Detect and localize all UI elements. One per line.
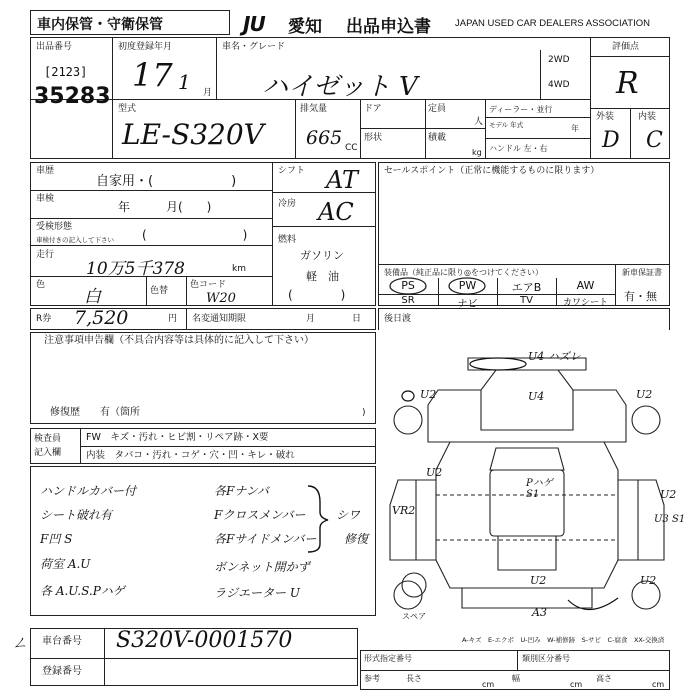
- mark-u3-s1: U3 S1: [654, 514, 686, 525]
- displacement-label: 排気量: [300, 104, 328, 114]
- brace-mark: [300, 484, 340, 554]
- load-label: 積載: [428, 133, 447, 143]
- equip-ps: PS: [401, 279, 415, 292]
- mark-u2-f: U2: [640, 574, 657, 587]
- inspector-label: 検査員: [34, 434, 62, 444]
- model-name-label: 車名・グレード: [222, 42, 286, 52]
- after-block: [378, 308, 670, 330]
- tax-label: 名変通知期限: [192, 314, 247, 324]
- int-line: 内装 タバコ・汚れ・コゲ・穴・凹・キレ・破れ: [86, 450, 295, 461]
- cc-unit: CC: [345, 143, 358, 153]
- kg-unit: kg: [472, 148, 482, 157]
- lot-label: 出品番号: [36, 42, 73, 52]
- cm-unit-3: cm: [652, 680, 665, 689]
- entry-label: 記入欄: [34, 448, 62, 458]
- first-reg-year: 17: [132, 56, 173, 94]
- drive-2wd: 2WD: [548, 55, 570, 65]
- equipment-label: 装備品（純正品に限り◎をつけてください）: [384, 268, 543, 277]
- hand-note-r1: 各Fナンバ: [214, 484, 269, 498]
- grade-value: R: [616, 66, 639, 101]
- type-label: 型式: [118, 104, 137, 114]
- damage-legend: A-キズ E-エクボ U-凹み W-補修跡 S-サビ C-腐食 XX-交換済: [462, 636, 665, 644]
- ref-label: 参考: [364, 674, 380, 683]
- color-change-label: 色替: [150, 286, 169, 296]
- mileage-label: 走行: [36, 250, 55, 260]
- reg-label: 登録番号: [42, 666, 82, 677]
- month-unit: 月: [203, 88, 213, 98]
- form-cert-label: 形式指定番号: [364, 654, 412, 663]
- capacity-label: 定員: [428, 104, 447, 114]
- storage-label-box: [30, 10, 230, 35]
- ju-logo: JU: [243, 12, 265, 36]
- history-label: 車歴: [36, 166, 55, 176]
- hand-note-r3: 各Fサイドメンバー: [214, 532, 317, 546]
- equip-leather: カワシート: [562, 298, 608, 308]
- equip-pw: PW: [458, 279, 477, 292]
- spare-label: スペア: [402, 612, 426, 621]
- type-value: LE-S320V: [122, 118, 264, 151]
- after-label: 後日渡: [384, 314, 412, 324]
- mark-u2-e: U2: [530, 574, 547, 587]
- hand-note-1: ハンドルカバー付: [40, 484, 137, 498]
- accept-note: 車検付きの記入して下さい: [36, 236, 114, 244]
- chassis-value: S320V-0001570: [116, 628, 293, 653]
- hand-note-r4: ボンネット開かず: [214, 560, 310, 574]
- brace-note-1: シワ: [336, 508, 361, 522]
- shift-label: シフト: [278, 166, 306, 176]
- grade-label: 評価点: [612, 42, 640, 52]
- year-unit: 年: [571, 124, 579, 133]
- warranty-label: 新車保証書: [622, 268, 662, 277]
- hand-note-2: シート破れ有: [40, 508, 113, 522]
- mark-u4: U4: [528, 390, 545, 403]
- form-title: 出品申込書: [346, 17, 431, 37]
- recycle-unit: 円: [168, 314, 178, 324]
- fuel-other: ( ): [288, 288, 346, 302]
- warranty-value: 有・無: [624, 290, 657, 303]
- cm-unit-2: cm: [570, 680, 583, 689]
- length-label: 長さ: [406, 674, 422, 683]
- accept-value: ( ): [142, 228, 248, 242]
- mark-a3: A3: [532, 606, 547, 619]
- hand-note-3: F凹 S: [40, 532, 73, 546]
- equip-sr: SR: [401, 295, 415, 306]
- equip-tv: TV: [520, 295, 533, 306]
- history-value: 自家用・( ): [96, 174, 237, 189]
- lot-number: 35283: [34, 84, 111, 109]
- mark-u2-d: U2: [660, 488, 677, 501]
- mileage-value: 10万5千378: [86, 259, 185, 279]
- mark-u2-b: U2: [636, 388, 653, 401]
- mark-vr2: VR2: [392, 504, 416, 517]
- equip-airbag: エアB: [511, 281, 542, 294]
- fuel-label: 燃料: [278, 235, 297, 245]
- km-unit: km: [232, 264, 246, 274]
- shift-value: AT: [326, 166, 359, 194]
- org-name: 愛知: [288, 17, 322, 37]
- hand-note-5: 各 A.U.S.Pハゲ: [40, 584, 125, 598]
- brace-note-2: 修復: [344, 532, 369, 546]
- equip-aw: AW: [576, 279, 595, 292]
- inspection-label: 車検: [36, 194, 55, 204]
- color-value: 白: [84, 287, 101, 307]
- model-year-label: モデル 年式: [489, 121, 524, 129]
- mark-u2-c: U2: [426, 466, 443, 479]
- tax-day: 日: [352, 314, 362, 324]
- recycle-value: 7,520: [74, 307, 129, 329]
- color-label: 色: [36, 280, 46, 290]
- person-unit: 人: [474, 117, 484, 127]
- hand-note-r2: Fクロスメンバー: [214, 508, 306, 522]
- door-label: ドア: [364, 104, 382, 114]
- shape-label: 形状: [364, 133, 383, 143]
- color-code-value: W20: [206, 291, 236, 306]
- first-reg-month: 1: [178, 70, 191, 94]
- margin-mark: ㄥ: [12, 633, 29, 652]
- repair-close: ): [362, 408, 366, 418]
- ac-value: AC: [318, 198, 354, 226]
- fuel-diesel: 軽 油: [306, 270, 339, 283]
- dealer-label: ディーラー・並行: [489, 105, 553, 114]
- spare-wheel-icon: [402, 573, 426, 597]
- interior-value: C: [646, 128, 663, 153]
- tax-month: 月: [306, 314, 316, 324]
- repair-label: 修復歴 有（箇所: [50, 407, 140, 418]
- inspection-value: 年 月( ): [118, 200, 212, 214]
- recycle-label: R券: [36, 314, 52, 324]
- association-name: JAPAN USED CAR DEALERS ASSOCIATION: [455, 18, 650, 29]
- equip-navi: ナビ: [457, 299, 478, 310]
- lot-sub: [2123]: [44, 65, 88, 79]
- notes-title: 注意事項申告欄（不具合内容等は具体的に記入して下さい）: [44, 335, 314, 346]
- model-name: ハイゼット V: [262, 72, 418, 102]
- equipment-circles: [378, 264, 670, 306]
- first-reg-label: 初度登録年月: [118, 42, 173, 52]
- chassis-label: 車台番号: [42, 636, 82, 647]
- storage-label: 車内保管・守衛保管: [37, 17, 163, 33]
- color-code-label: 色コード: [190, 280, 227, 290]
- mark-u4-hazure: U4 ハズレ: [528, 350, 581, 363]
- ac-label: 冷房: [278, 199, 297, 209]
- class-label: 類別区分番号: [522, 654, 570, 663]
- car-diagram: [378, 330, 670, 628]
- mark-u2-a: U2: [420, 388, 437, 401]
- fw-line: FW キズ・汚れ・ヒビ割・リペア跡・X要: [86, 432, 269, 443]
- width-label: 幅: [512, 674, 520, 683]
- drive-4wd: 4WD: [548, 80, 570, 90]
- height-label: 高さ: [596, 674, 612, 683]
- hand-note-r5: ラジエーター U: [214, 586, 300, 600]
- exterior-value: D: [602, 128, 620, 153]
- mark-p-hage: Pハゲ S1: [526, 478, 553, 500]
- interior-label: 内装: [638, 112, 657, 122]
- hand-note-4: 荷室 A.U: [40, 557, 91, 571]
- exterior-label: 外装: [596, 112, 615, 122]
- displacement-value: 665: [306, 127, 343, 149]
- accept-label: 受検形態: [36, 222, 73, 232]
- fuel-gasoline: ガソリン: [300, 249, 344, 262]
- cm-unit-1: cm: [482, 680, 495, 689]
- handle-label: ハンドル 左・右: [489, 144, 548, 153]
- sales-point-label: セールスポイント（正常に機能するものに限ります）: [384, 166, 600, 176]
